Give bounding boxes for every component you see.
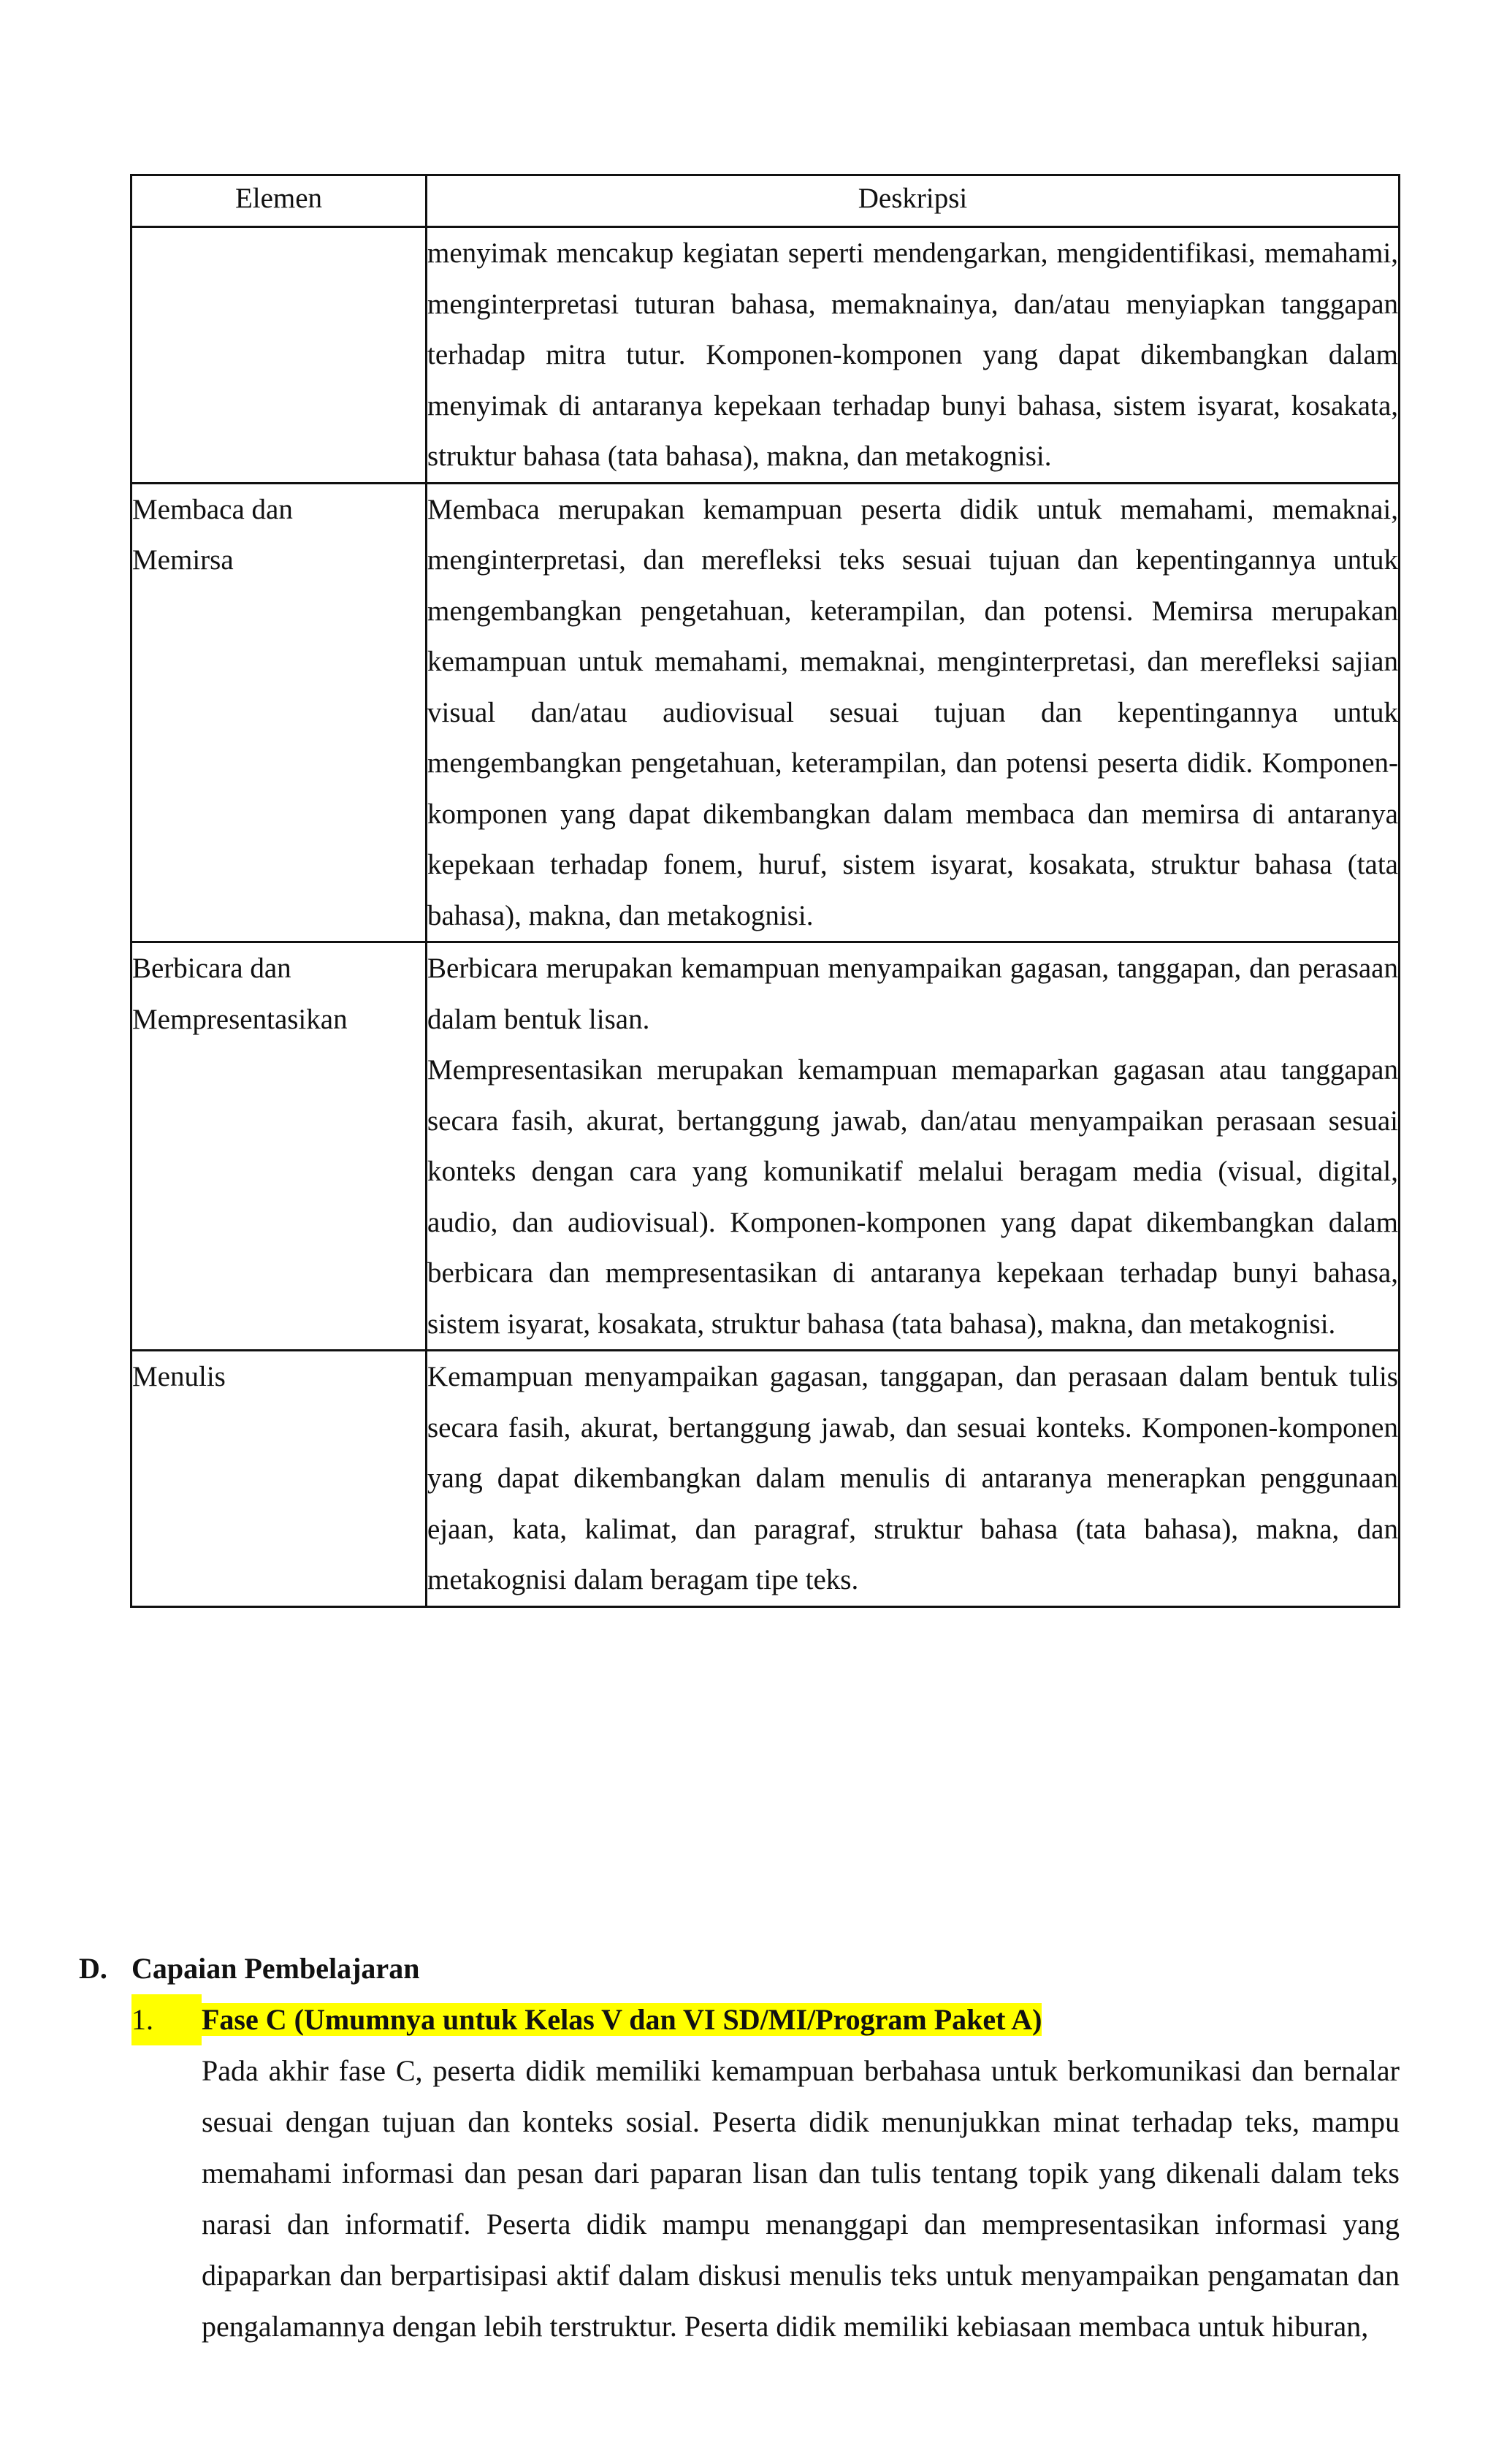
- table-row: [131, 1351, 1400, 1607]
- header-element: Elemen: [131, 175, 427, 227]
- description-paragraph: menyimak mencakup kegiatan seperti mendengarkan, mengidentifikasi, memahami, menginterpretasi tuturan bahasa, memaknainya, dan/atau menyiapkan tanggapan terhadap mitra tutur. Komponen-komponen yang dapat dikembangkan dalam menyimak di antaranya kepekaan terhadap bunyi bahasa, sistem isyarat, kosakata, struktur bahasa (tata bahasa), makna, dan metakognisi.: [427, 237, 1398, 472]
- section-label: D.: [79, 1952, 107, 1985]
- description-paragraph: Kemampuan menyampaikan gagasan, tanggapan, dan perasaan dalam bentuk tulis secara fasih, akurat, bertanggung jawab, dan sesuai konteks. Komponen-komponen yang dapat dikembangkan dalam menulis di antaranya menerapkan penggunaan ejaan, kata, kalimat, dan paragraf, struktur bahasa (tata bahasa), makna, dan metakognisi dalam beragam tipe teks.: [427, 1361, 1398, 1595]
- elements-table: [130, 174, 1400, 1608]
- subsection-heading: [131, 1994, 1401, 2045]
- subsection-title: Fase C (Umumnya untuk Kelas V dan VI SD/MI/Program Paket A): [202, 2003, 1042, 2036]
- element-name-cell: [131, 227, 427, 484]
- element-name-cell: [131, 483, 427, 942]
- description-paragraph: Mempresentasikan merupakan kemampuan memaparkan gagasan atau tanggapan secara fasih, akurat, bertanggung jawab, dan/atau menyampaikan perasaan sesuai konteks dengan cara yang komunikatif melalui beragam media (visual, digital, audio, dan audiovisual). Komponen-komponen yang dapat dikembangkan dalam berbicara dan mempresentasikan di antaranya kepekaan terhadap bunyi bahasa, sistem isyarat, kosakata, struktur bahasa (tata bahasa), makna, dan metakognisi.: [427, 1054, 1398, 1340]
- description-cell: [427, 942, 1400, 1351]
- table-header-row: [131, 175, 1400, 227]
- description-paragraph: Membaca merupakan kemampuan peserta didik untuk memahami, memaknai, menginterpretasi, dan merefleksi teks sesuai tujuan dan kepentingannya untuk mengembangkan pengetahuan, keterampilan, dan potensi. Memirsa merupakan kemampuan untuk memahami, memaknai, menginterpretasi, dan merefleksi sajian visual dan/atau audiovisual sesuai tujuan dan kepentingannya untuk mengembangkan pengetahuan, keterampilan, dan potensi peserta didik. Komponen-komponen yang dapat dikembangkan dalam membaca dan memirsa di antaranya kepekaan terhadap fonem, huruf, sistem isyarat, kosakata, struktur bahasa (tata bahasa), makna, dan metakognisi.: [427, 493, 1398, 931]
- description-cell: [427, 483, 1400, 942]
- table-row: [131, 483, 1400, 942]
- element-name-line: Membaca dan: [132, 493, 293, 525]
- subsection-number: 1.: [131, 1994, 202, 2045]
- element-name-line: Memirsa: [132, 544, 234, 576]
- table-row: [131, 942, 1400, 1351]
- element-name-cell: [131, 942, 427, 1351]
- section-title: Capaian Pembelajaran: [131, 1952, 420, 1985]
- section-capaian: [79, 1943, 1401, 2352]
- section-heading: [79, 1943, 1401, 1994]
- element-name-cell: [131, 1351, 427, 1607]
- description-cell: [427, 1351, 1400, 1607]
- description-cell: [427, 227, 1400, 484]
- element-name-line: Menulis: [132, 1361, 226, 1392]
- header-description: Deskripsi: [427, 175, 1400, 227]
- element-name-line: Berbicara dan: [132, 953, 291, 984]
- description-paragraph: Berbicara merupakan kemampuan menyampaikan gagasan, tanggapan, dan perasaan dalam bentuk lisan.: [427, 953, 1398, 1035]
- subsection-paragraph: Pada akhir fase C, peserta didik memiliki kemampuan berbahasa untuk berkomunikasi dan bernalar sesuai dengan tujuan dan konteks sosial. Peserta didik menunjukkan minat terhadap teks, mampu memahami informasi dan pesan dari paparan lisan dan tulis tentang topik yang dikenali dalam teks narasi dan informatif. Peserta didik mampu menanggapi dan mempresentasikan informasi yang dipaparkan dan berpartisipasi aktif dalam diskusi menulis teks untuk menyampaikan pengamatan dan pengalamannya dengan lebih terstruktur. Peserta didik memiliki kebiasaan membaca untuk hiburan,: [202, 2054, 1400, 2343]
- element-name-line: Mempresentasikan: [132, 1003, 348, 1035]
- table-row: [131, 227, 1400, 484]
